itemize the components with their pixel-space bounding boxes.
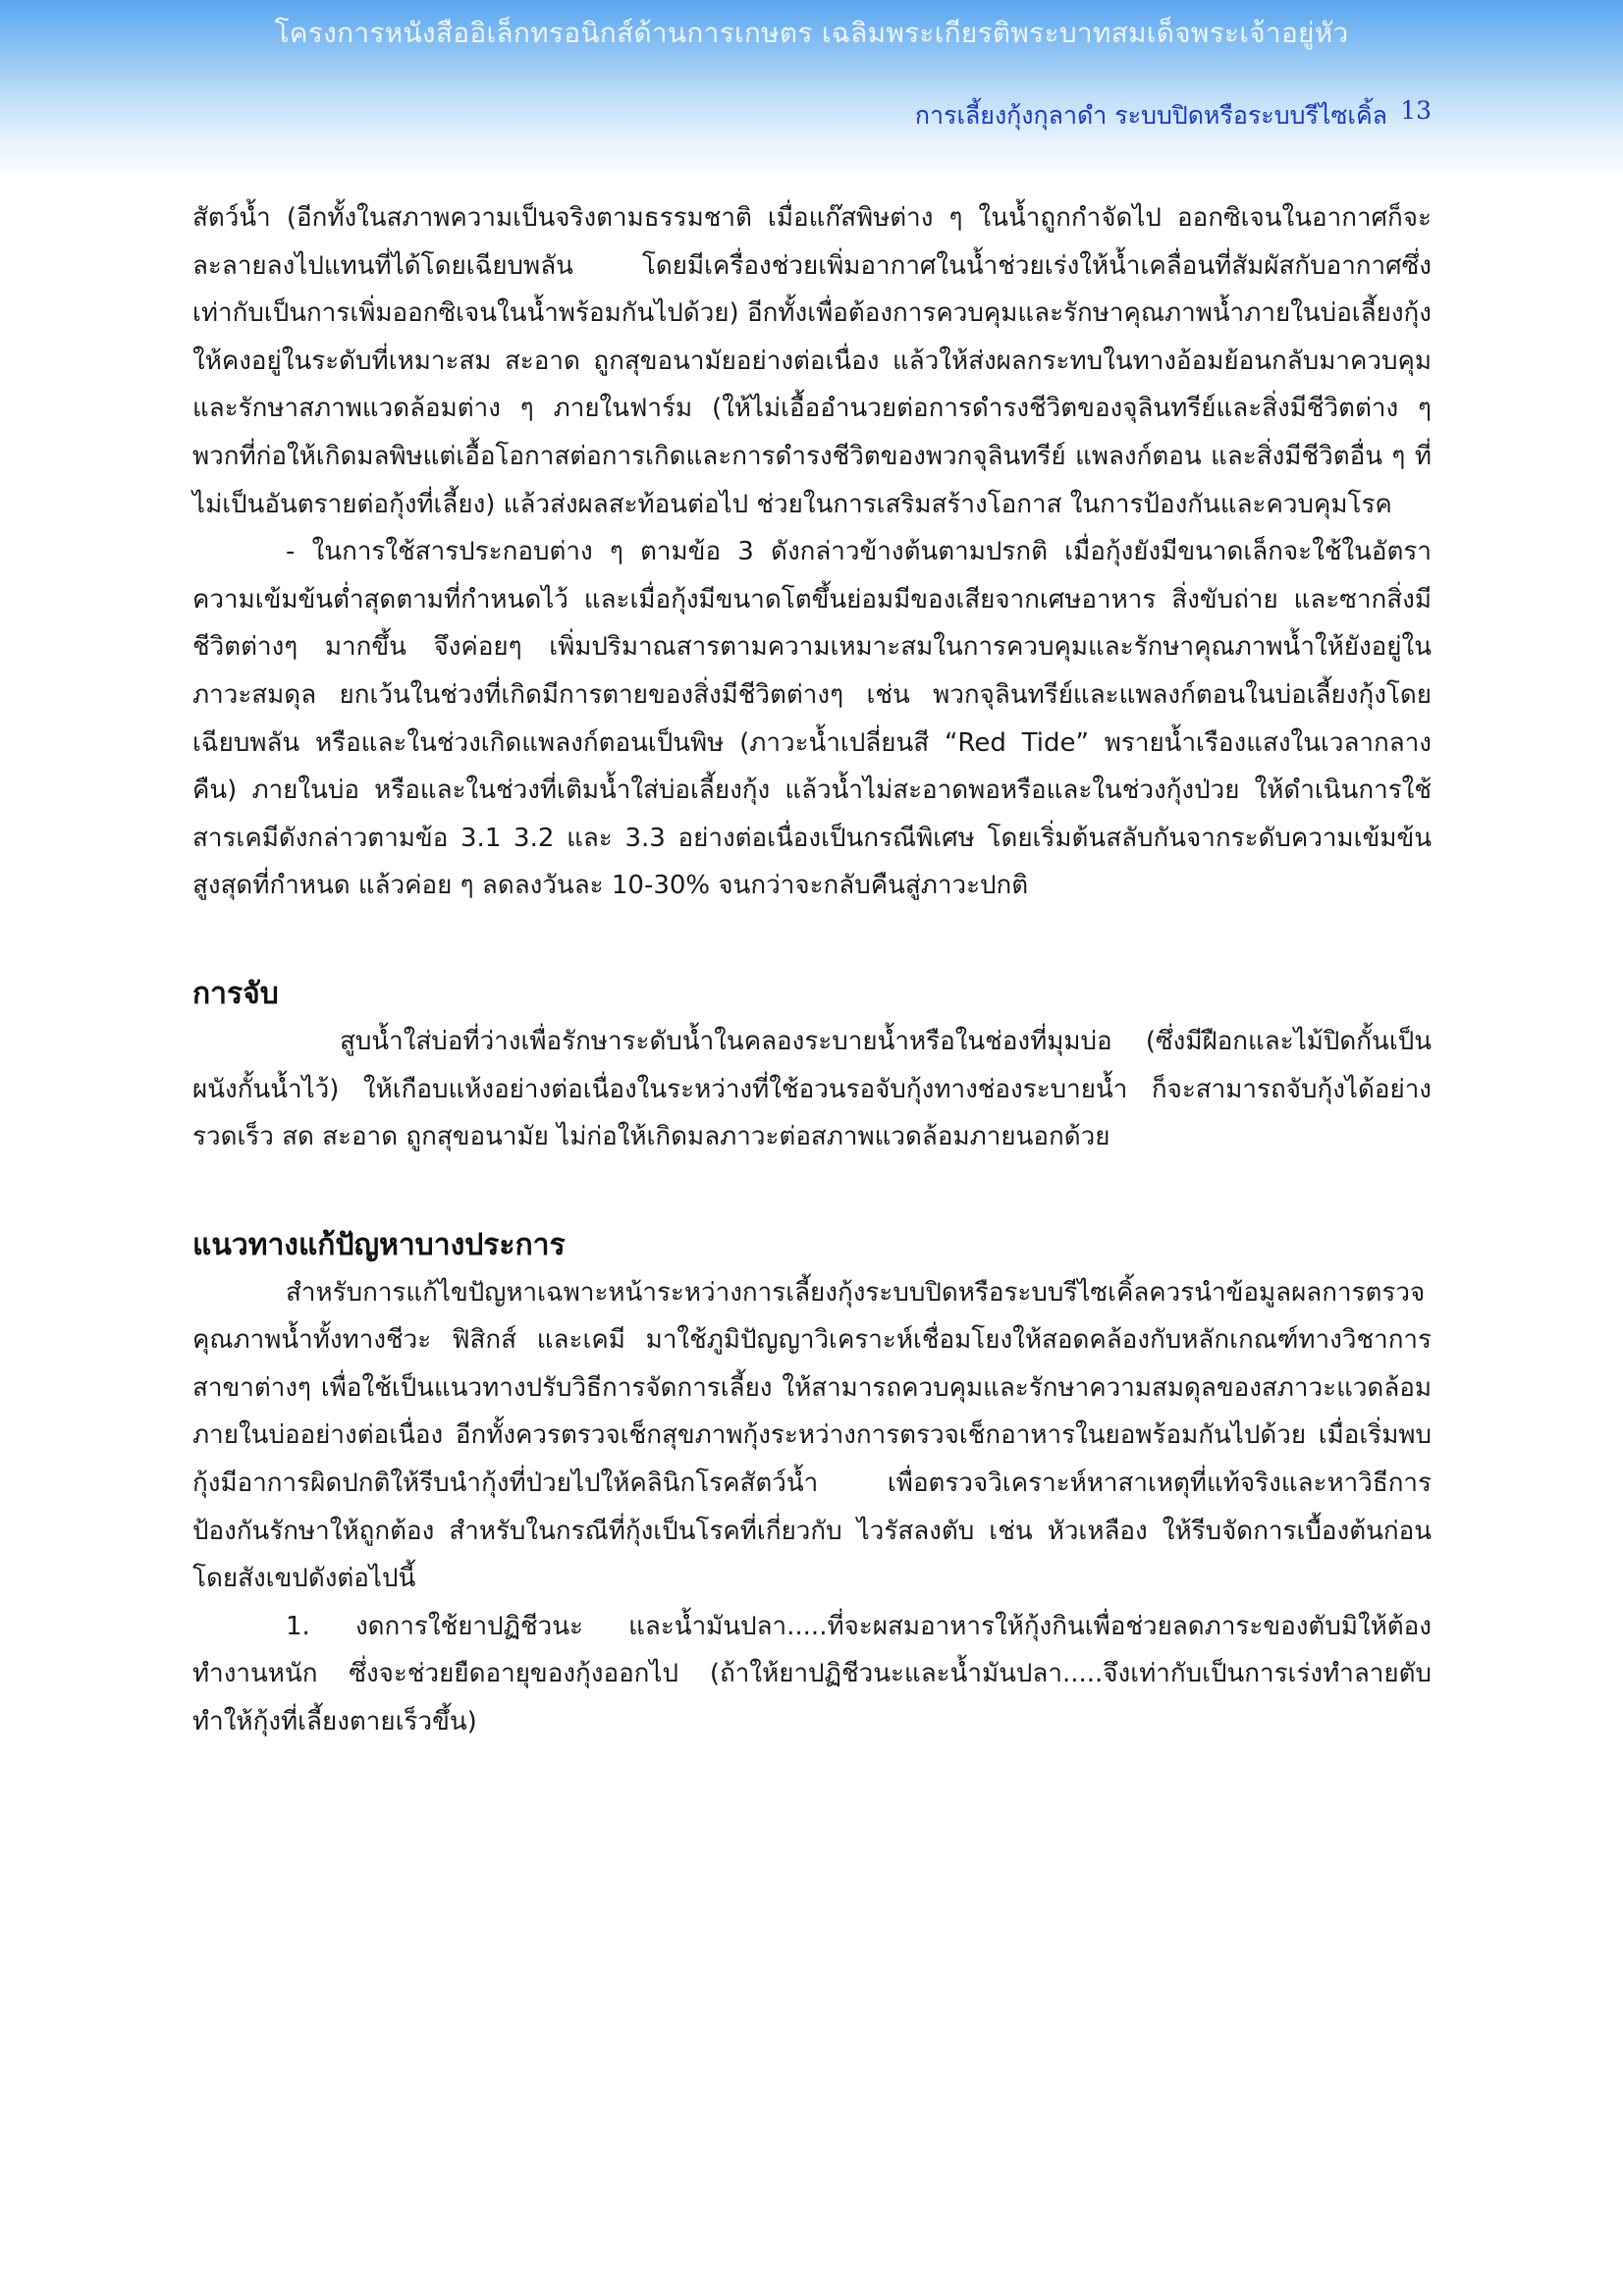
page-body	[192, 194, 1432, 1746]
heading-harvest: การจับ	[192, 976, 279, 1011]
paragraph-harvest: สูบน้ำใส่บ่อที่ว่างเพื่อรักษาระดับน้ำในคลองระบายน้ำหรือในช่องที่มุมบ่อ (ซึ่งมีฝือกและไม้ปิดกั้นเป็นผนังกั้นน้ำไว้) ให้เกือบแห้งอย่างต่อเนื่องในระหว่างที่ใช้อวนรอจับกุ้งทางช่องระบายน้ำ ก็จะสามารถจับกุ้งได้อย่างรวดเร็ว สด สะอาด ถูกสุขอนามัย ไม่ก่อให้เกิดมลภาวะต่อสภาพแวดล้อมภายนอกด้วย	[192, 1026, 1432, 1152]
spacer	[192, 1161, 1432, 1222]
spacer	[192, 910, 1432, 971]
header-banner	[0, 0, 1623, 182]
running-head: การเลี้ยงกุ้งกุลาดำ ระบบปิดหรือระบบรีไซเคิ้ล	[914, 101, 1387, 130]
heading-problem-solving: แนวทางแก้ปัญหาบางประการ	[192, 1227, 566, 1262]
banner-title: โครงการหนังสืออิเล็กทรอนิกส์ด้านการเกษตร เฉลิมพระเกียรติพระบาทสมเด็จพระเจ้าอยู่หัว	[274, 17, 1349, 49]
paragraph-chemical-usage: - ในการใช้สารประกอบต่าง ๆ ตามข้อ 3 ดังกล่าวข้างต้นตามปรกติ เมื่อกุ้งยังมีขนาดเล็กจะใช้ในอัตราความเข้มข้นต่ำสุดตามที่กำหนดไว้ และเมื่อกุ้งมีขนาดโตขึ้นย่อมมีของเสียจากเศษอาหาร สิ่งขับถ่าย และซากสิ่งมีชีวิตต่างๆ มากขึ้น จึงค่อยๆ เพิ่มปริมาณสารตามความเหมาะสมในการควบคุมและรักษาคุณภาพน้ำให้ยังอยู่ในภาวะสมดุล ยกเว้นในช่วงที่เกิดมีการตายของสิ่งมีชีวิตต่างๆ เช่น พวกจุลินทรีย์และแพลงก์ตอนในบ่อเลี้ยงกุ้งโดยเฉียบพลัน หรือและในช่วงเกิดแพลงก์ตอนเป็นพิษ (ภาวะน้ำเปลี่ยนสี “Red Tide” พรายน้ำเรืองแสงในเวลากลางคืน) ภายในบ่อ หรือและในช่วงที่เติมน้ำใส่บ่อเลี้ยงกุ้ง แล้วน้ำไม่สะอาดพอหรือและในช่วงกุ้งป่วย ให้ดำเนินการใช้สารเคมีดังกล่าวตามข้อ 3.1 3.2 และ 3.3 อย่างต่อเนื่องเป็นกรณีพิเศษ โดยเริ่มต้นสลับกันจากระดับความเข้มข้นสูงสุดที่กำหนด แล้วค่อย ๆ ลดลงวันละ 10-30% จนกว่าจะกลับคืนสู่ภาวะปกติ	[192, 537, 1432, 901]
paragraph-step-1: 1. งดการใช้ยาปฏิชีวนะ และน้ำมันปลา.....ที่จะผสมอาหารให้กุ้งกินเพื่อช่วยลดภาระของตับมิให้ต้องทำงานหนัก ซึ่งจะช่วยยืดอายุของกุ้งออกไป (ถ้าให้ยาปฏิชีวนะและน้ำมันปลา.....จึงเท่ากับเป็นการเร่งทำลายตับ ทำให้กุ้งที่เลี้ยงตายเร็วขึ้น)	[192, 1611, 1432, 1737]
paragraph-water-quality: สัตว์น้ำ (อีกทั้งในสภาพความเป็นจริงตามธรรมชาติ เมื่อแก๊สพิษต่าง ๆ ในน้ำถูกกำจัดไป ออกซิเจนในอากาศก็จะละลายลงไปแทนที่ได้โดยเฉียบพลัน โดยมีเครื่องช่วยเพิ่มอากาศในน้ำช่วยเร่งให้น้ำเคลื่อนที่สัมผัสกับอากาศซึ่งเท่ากับเป็นการเพิ่มออกซิเจนในน้ำพร้อมกันไปด้วย) อีกทั้งเพื่อต้องการควบคุมและรักษาคุณภาพน้ำภายในบ่อเลี้ยงกุ้งให้คงอยู่ในระดับที่เหมาะสม สะอาด ถูกสุขอนามัยอย่างต่อเนื่อง แล้วให้ส่งผลกระทบในทางอ้อมย้อนกลับมาควบคุมและรักษาสภาพแวดล้อมต่าง ๆ ภายในฟาร์ม (ให้ไม่เอื้ออำนวยต่อการดำรงชีวิตของจุลินทรีย์และสิ่งมีชีวิตต่าง ๆ พวกที่ก่อให้เกิดมลพิษแต่เอื้อโอกาสต่อการเกิดและการดำรงชีวิตของพวกจุลินทรีย์ แพลงก์ตอน และสิ่งมีชีวิตอื่น ๆ ที่ไม่เป็นอันตรายต่อกุ้งที่เลี้ยง) แล้วส่งผลสะท้อนต่อไป ช่วยในการเสริมสร้างโอกาส ในการป้องกันและควบคุมโรค	[192, 203, 1432, 519]
paragraph-problem-solving: สำหรับการแก้ไขปัญหาเฉพาะหน้าระหว่างการเลี้ยงกุ้งระบบปิดหรือระบบรีไซเคิ้ลควรนำข้อมูลผลการตรวจคุณภาพน้ำทั้งทางชีวะ ฟิสิกส์ และเคมี มาใช้ภูมิปัญญาวิเคราะห์เชื่อมโยงให้สอดคล้องกับหลักเกณฑ์ทางวิชาการสาขาต่างๆ เพื่อใช้เป็นแนวทางปรับวิธีการจัดการเลี้ยง ให้สามารถควบคุมและรักษาความสมดุลของสภาวะแวดล้อมภายในบ่ออย่างต่อเนื่อง อีกทั้งควรตรวจเช็กสุขภาพกุ้งระหว่างการตรวจเช็กอาหารในยอพร้อมกันไปด้วย เมื่อเริ่มพบกุ้งมีอาการผิดปกติให้รีบนำกุ้งที่ป่วยไปให้คลินิกโรคสัตว์น้ำ เพื่อตรวจวิเคราะห์หาสาเหตุที่แท้จริงและหาวิธีการป้องกันรักษาให้ถูกต้อง สำหรับในกรณีที่กุ้งเป็นโรคที่เกี่ยวกับ ไวรัสลงตับ เช่น หัวเหลือง ให้รีบจัดการเบื้องต้นก่อน โดยสังเขปดังต่อไปนี้	[192, 1277, 1432, 1594]
page-number: 13	[1400, 96, 1432, 125]
